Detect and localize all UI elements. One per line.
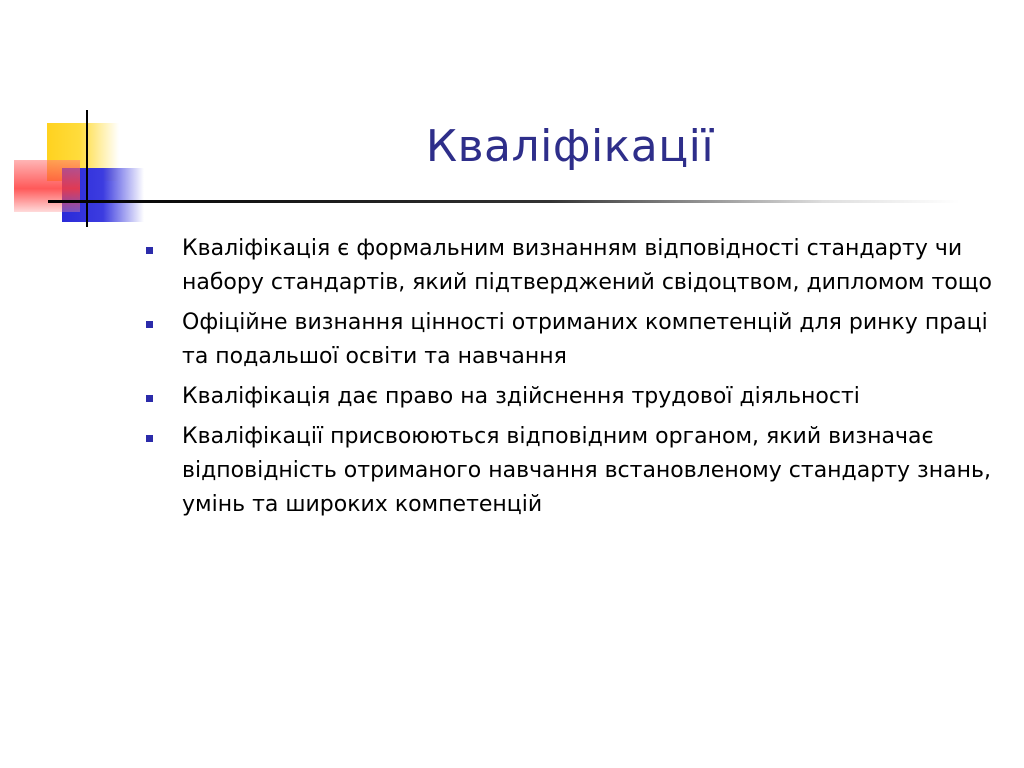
- bullet-item: [140, 306, 1000, 374]
- slide-title: Кваліфікації: [425, 121, 715, 172]
- bullet-text: Офіційне визнання цінності отриманих компетенцій для ринку праці та подальшої освіти та навчання: [182, 310, 988, 369]
- bullet-list: [140, 232, 1000, 528]
- bullet-text: Кваліфікація дає право на здійснення трудової діяльності: [182, 384, 860, 409]
- square-bullet-icon: [146, 247, 153, 254]
- square-bullet-icon: [146, 435, 153, 442]
- bullet-text: Кваліфікація є формальним визнанням відповідності стандарту чи набору стандартів, який підтверджений свідоцтвом, дипломом тощо: [182, 236, 992, 295]
- bullet-item: [140, 420, 1000, 522]
- bullet-item: [140, 380, 1000, 414]
- square-bullet-icon: [146, 321, 153, 328]
- color-squares-decoration: [0, 0, 160, 240]
- red-square: [14, 160, 80, 212]
- vertical-rule: [86, 110, 88, 227]
- square-bullet-icon: [146, 395, 153, 402]
- bullet-text: Кваліфікації присвоюються відповідним органом, який визначає відповідність отриманого навчання встановленому стандарту знань, умінь та широких компетенцій: [182, 424, 991, 517]
- bullet-item: [140, 232, 1000, 300]
- title-divider: [48, 200, 960, 203]
